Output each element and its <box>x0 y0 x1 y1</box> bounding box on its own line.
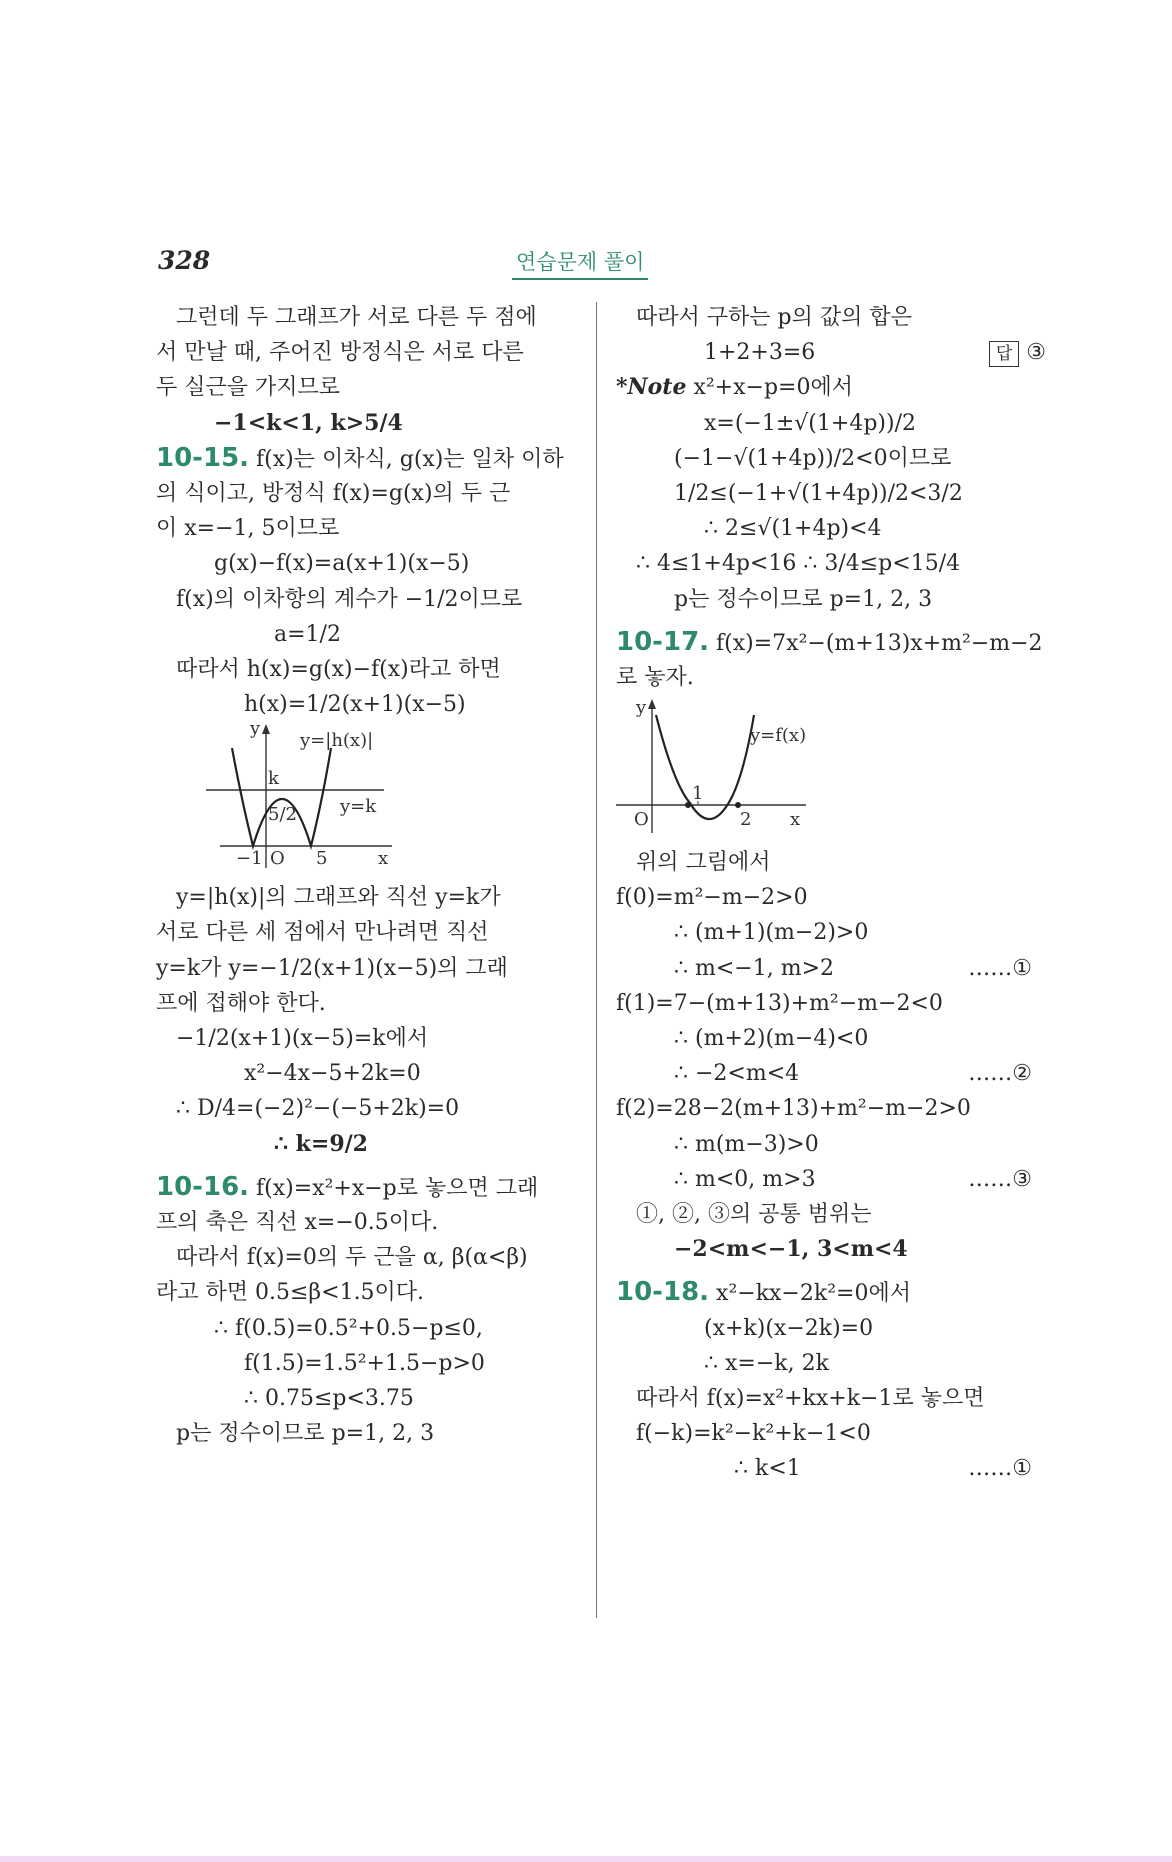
text-line: ①, ②, ③의 공통 범위는 <box>636 1201 872 1227</box>
equation-line: ∴ 4≤1+4p<16 ∴ 3/4≤p<15/4 <box>636 551 961 577</box>
y-axis-label: y <box>250 722 261 740</box>
page-number: 328 <box>158 246 211 275</box>
equation-text: ∴ m<0, m>3 <box>674 1166 816 1192</box>
root-1 <box>685 802 691 808</box>
case-mark-2: ……② <box>968 1061 1032 1087</box>
text-line: 프의 축은 직선 x=−0.5이다. <box>156 1209 439 1235</box>
text-line: x²−kx−2k²=0에서 <box>716 1281 911 1307</box>
answer-number: ③ <box>1026 340 1046 366</box>
case-mark-3: ……③ <box>968 1166 1032 1192</box>
x-minus-one-label: −1 <box>236 848 263 870</box>
equation-line: ∴ x=−k, 2k <box>704 1350 829 1376</box>
equation-line: h(x)=1/2(x+1)(x−5) <box>244 692 466 718</box>
x-axis-label: x <box>790 809 801 831</box>
five-half-label: 5/2 <box>268 804 297 826</box>
equation-line: x=(−1±√(1+4p))/2 <box>704 410 916 436</box>
problem-10-15 <box>156 441 580 476</box>
text-line: 따라서 f(x)=0의 두 근을 α, β(α<β) <box>176 1245 528 1271</box>
y-axis-arrow <box>262 724 270 734</box>
text-line: 로 놓자. <box>616 664 694 690</box>
k-label: k <box>268 768 279 790</box>
equation-text: ∴ m<−1, m>2 <box>674 955 834 981</box>
note-label: *Note <box>616 374 687 401</box>
text-line: p는 정수이므로 p=1, 2, 3 <box>674 586 933 612</box>
curve-label: y=f(x) <box>750 725 807 747</box>
equation-line: −1/2(x+1)(x−5)=k에서 <box>176 1026 429 1051</box>
origin-label: O <box>634 809 649 831</box>
text-line: f(x)의 이차항의 계수가 −1/2이므로 <box>176 586 523 612</box>
left-column <box>156 300 580 1451</box>
equation-text: ∴ k<1 <box>734 1456 801 1482</box>
equation-line <box>616 1451 1046 1486</box>
sum-equation: 1+2+3=6 <box>704 340 816 366</box>
problem-10-17 <box>616 625 1046 660</box>
equation-line: f(1.5)=1.5²+1.5−p>0 <box>244 1350 485 1376</box>
text-line: 따라서 f(x)=x²+kx+k−1로 놓으면 <box>636 1385 985 1411</box>
y-axis-label: y <box>636 697 647 719</box>
equation-line: f(−k)=k²−k²+k−1<0 <box>636 1421 871 1447</box>
text-line: 이 x=−1, 5이므로 <box>156 516 340 542</box>
text-line: 위의 그림에서 <box>636 850 771 876</box>
x-two-label: 2 <box>740 809 752 831</box>
equation-line: ∴ D/4=(−2)²−(−5+2k)=0 <box>176 1096 460 1122</box>
graph-abs-h-svg <box>156 722 580 872</box>
text-line: 따라서 h(x)=g(x)−f(x)라고 하면 <box>176 656 501 682</box>
text-line: 서 만날 때, 주어진 방정식은 서로 다른 <box>156 340 524 366</box>
result-line: −2<m<−1, 3<m<4 <box>674 1236 908 1263</box>
text-line: p는 정수이므로 p=1, 2, 3 <box>176 1421 435 1447</box>
equation-line <box>616 1162 1046 1197</box>
result-line: ∴ k=9/2 <box>274 1130 368 1157</box>
result-line: −1<k<1, k>5/4 <box>214 409 403 436</box>
text-line: f(x)=7x²−(m+13)x+m²−m−2 <box>716 630 1043 656</box>
text-line: 서로 다른 세 점에서 만나려면 직선 <box>156 920 489 946</box>
text-line: 의 식이고, 방정식 f(x)=g(x)의 두 근 <box>156 480 511 506</box>
column-divider <box>596 302 597 1618</box>
right-column <box>616 300 1046 1486</box>
curve-label: y=|h(x)| <box>300 730 374 752</box>
y-axis-arrow <box>648 699 656 709</box>
text-line: 따라서 구하는 p의 값의 합은 <box>636 305 912 330</box>
graph-f <box>616 695 1046 845</box>
equation-line: ∴ (m+2)(m−4)<0 <box>674 1026 869 1051</box>
text-line: f(x)=x²+x−p로 놓으면 그래 <box>256 1175 539 1201</box>
graph-abs-h <box>156 722 580 872</box>
problem-number: 10-16. <box>156 1171 250 1202</box>
equation-line: (x+k)(x−2k)=0 <box>704 1315 874 1341</box>
problem-number: 10-18. <box>616 1277 710 1308</box>
equation-line: ∴ 2≤√(1+4p)<4 <box>704 516 882 542</box>
equation-line <box>616 951 1046 986</box>
text-line: 라고 하면 0.5≤β<1.5이다. <box>156 1280 425 1306</box>
equation-line <box>616 1056 1046 1091</box>
case-mark-1: ……① <box>968 955 1032 981</box>
equation-line: ∴ (m+1)(m−2)>0 <box>674 920 869 946</box>
equation-line: x²−4x−5+2k=0 <box>244 1061 421 1087</box>
equation-text: ∴ −2<m<4 <box>674 1061 800 1087</box>
text-line: 프에 접해야 한다. <box>156 990 326 1016</box>
answer-indicator <box>979 335 1046 370</box>
problem-10-18 <box>616 1275 1046 1310</box>
x-five-label: 5 <box>316 848 328 870</box>
line-label: y=k <box>340 796 377 818</box>
equation-line: a=1/2 <box>274 621 341 647</box>
equation-line: f(2)=28−2(m+13)+m²−m−2>0 <box>616 1096 971 1122</box>
note-line <box>616 370 1046 405</box>
bottom-edge-strip <box>0 1856 1172 1862</box>
equation-line: ∴ f(0.5)=0.5²+0.5−p≤0, <box>214 1315 483 1341</box>
equation-line: g(x)−f(x)=a(x+1)(x−5) <box>214 551 470 577</box>
equation-line: f(1)=7−(m+13)+m²−m−2<0 <box>616 990 943 1016</box>
text-line: y=k가 y=−1/2(x+1)(x−5)의 그래 <box>156 955 508 981</box>
equation-line: ∴ m(m−3)>0 <box>674 1131 819 1157</box>
x-one-label: 1 <box>692 783 704 805</box>
case-mark-1: ……① <box>968 1456 1032 1482</box>
root-2 <box>735 802 741 808</box>
running-title: 연습문제 풀이 <box>512 246 648 280</box>
answer-box: 답 <box>989 341 1019 367</box>
equation-line: (−1−√(1+4p))/2<0이므로 <box>674 445 952 471</box>
text-line: y=|h(x)|의 그래프와 직선 y=k가 <box>176 885 501 911</box>
text-line: 두 실근을 가지므로 <box>156 375 341 401</box>
text-line: 그런데 두 그래프가 서로 다른 두 점에 <box>176 305 537 330</box>
problem-number: 10-17. <box>616 626 710 657</box>
problem-number: 10-15. <box>156 442 250 473</box>
curve-abs-h <box>232 748 331 846</box>
x-axis-label: x <box>378 848 389 870</box>
origin-label: O <box>270 848 285 870</box>
sum-line <box>616 335 1046 370</box>
equation-line: 1/2≤(−1+√(1+4p))/2<3/2 <box>674 480 963 506</box>
graph-f-svg <box>616 695 1046 845</box>
note-equation: x²+x−p=0에서 <box>693 375 853 401</box>
problem-10-16 <box>156 1170 580 1205</box>
equation-line: f(0)=m²−m−2>0 <box>616 885 808 911</box>
text-line: f(x)는 이차식, g(x)는 일차 이하 <box>256 446 564 472</box>
equation-line: ∴ 0.75≤p<3.75 <box>244 1385 414 1411</box>
